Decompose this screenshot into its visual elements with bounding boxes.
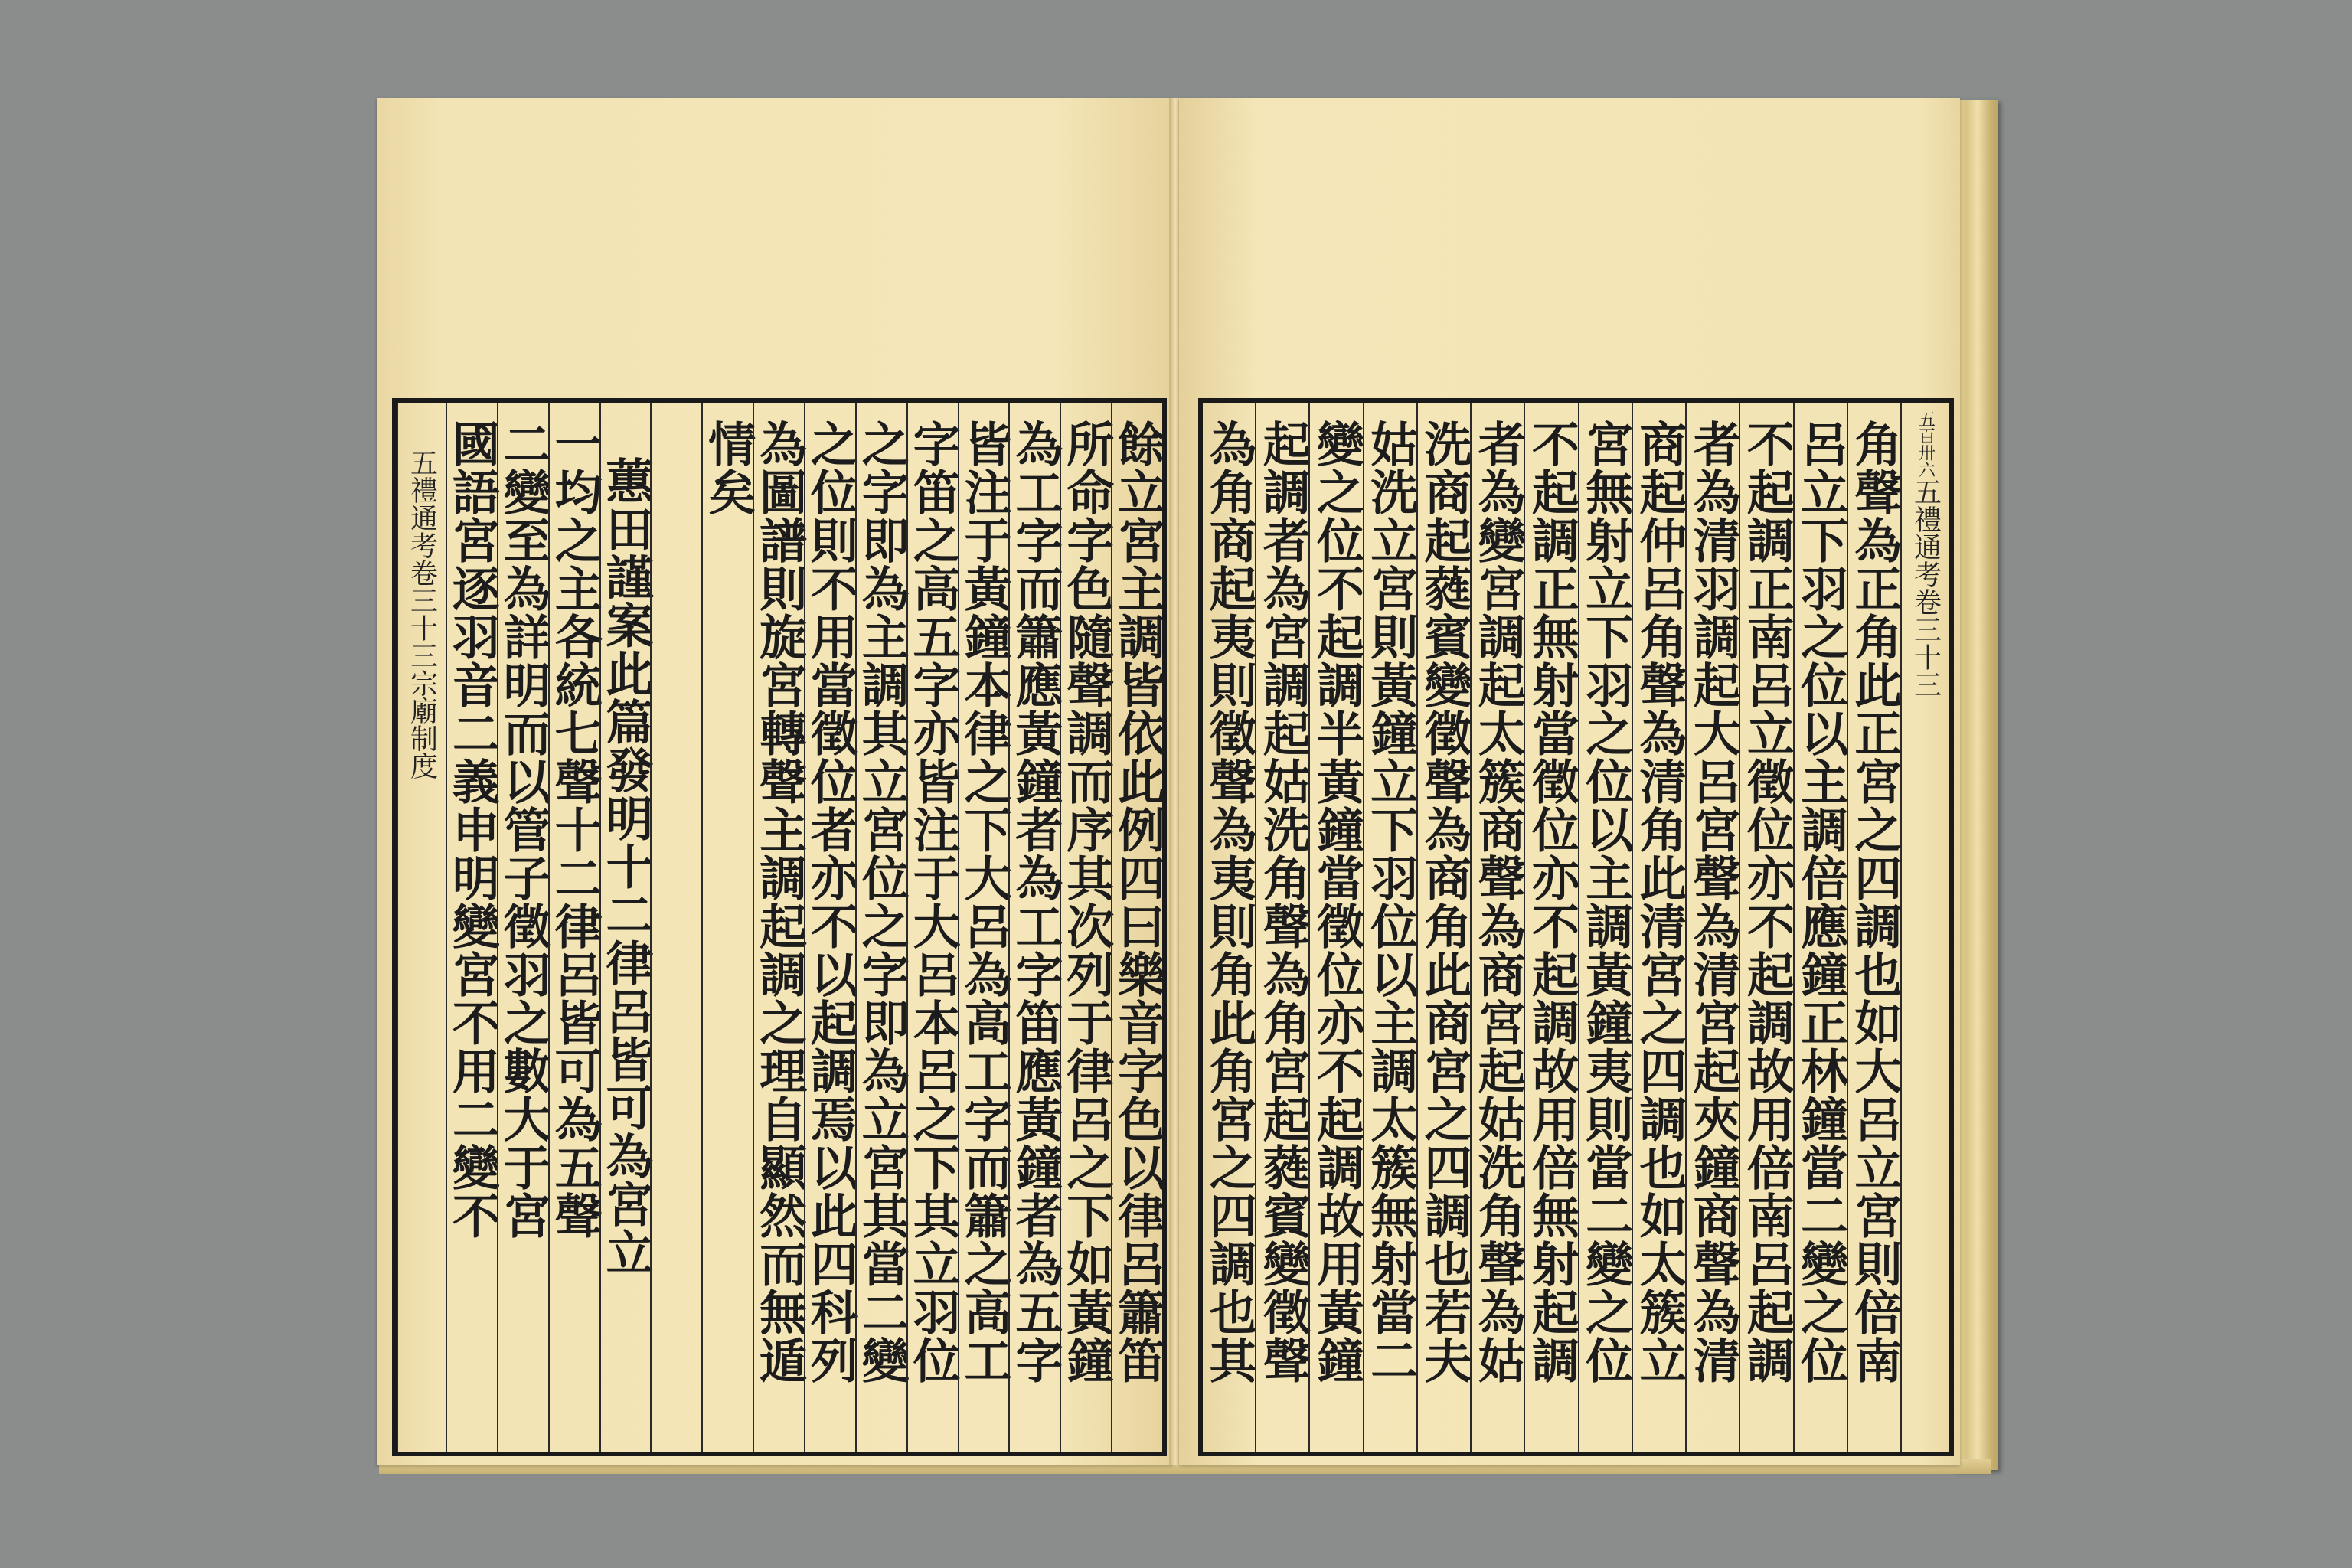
blank-column: [650, 403, 701, 1452]
text-column: 餘立宮主調皆依此例四曰樂音字色以律呂簫笛: [1111, 403, 1162, 1452]
text-column: 宮無射立下羽之位以主調黃鐘夷則當二變之位: [1578, 403, 1632, 1452]
text-column: 姑洗立宮則黃鐘立下羽位以主調太簇無射當二: [1363, 403, 1416, 1452]
text-column: 之字即為主調其立宮位之字即為立宮其當二變: [855, 403, 906, 1452]
book-title-label: 五禮通考卷三十三: [1909, 478, 1942, 698]
text-column: 為圖譜則旋宮轉聲主調起調之理自顯然而無遁: [753, 403, 804, 1452]
text-column: 不起調正無射當徵位亦不起調故用倍無射起調: [1524, 403, 1577, 1452]
text-column: 變之位不起調半黃鐘當徵位亦不起調故用黃鐘: [1308, 403, 1362, 1452]
text-column: 洗商起蕤賓變徵聲為商角此商宮之四調也若夫: [1416, 403, 1470, 1452]
commentary-column: 國語宮逐羽音二義申明變宮不用二變不: [446, 403, 497, 1452]
text-column: 字笛之高五字亦皆注于大呂本呂之下其立羽位: [906, 403, 958, 1452]
commentary-column: 二變至為詳明而以管子徵羽之數大于宮: [497, 403, 548, 1452]
commentary-column: 蕙田謹案此篇發明十二律呂皆可為宮立: [599, 403, 651, 1452]
right-margin-label: [1900, 403, 1949, 1452]
text-column: 者為清羽調起大呂宮聲為清宮起夾鐘商聲為清: [1685, 403, 1739, 1452]
text-column: 角聲為正角此正宮之四調也如大呂立宮則倍南: [1847, 403, 1900, 1452]
text-column: 為角商起夷則徵聲為夷則角此角宮之四調也其: [1201, 420, 1258, 1384]
left-page: [377, 98, 1173, 1465]
text-column: 呂立下羽之位以主調倍應鐘正林鐘當二變之位: [1793, 403, 1847, 1452]
text-column: 者為變宮調起太簇商聲為商宮起姑洗角聲為姑: [1470, 403, 1524, 1452]
page-number: 五百卅六: [1916, 410, 1936, 478]
text-column: 不起調正南呂立徵位亦不起調故用倍南呂起調: [1739, 403, 1792, 1452]
commentary-column: 一均之主各統七聲十二律呂皆可為五聲: [548, 403, 599, 1452]
right-page: [1179, 98, 1960, 1465]
right-text-frame: [1198, 398, 1954, 1456]
left-margin-label: 五禮通考卷三十三宗廟制度: [397, 403, 446, 1452]
text-column: 商起仲呂角聲為清角此清宮之四調也如太簇立: [1632, 403, 1685, 1452]
text-column: 起調者為宮調起姑洗角聲為角宮起蕤賓變徵聲: [1255, 403, 1308, 1452]
text-column: 為工字而簫應黃鐘者為工字笛應黃鐘者為五字: [1008, 403, 1060, 1452]
text-column: 皆注于黃鐘本律之下大呂為高工字而簫之高工: [958, 403, 1009, 1452]
text-column: 之位則不用當徵位者亦不以起調焉以此四科列: [804, 403, 855, 1452]
left-text-frame: [392, 398, 1167, 1456]
text-column: 情矣: [701, 403, 753, 1452]
text-column: 所命字色隨聲調而序其次列于律呂之下如黃鐘: [1060, 403, 1111, 1452]
